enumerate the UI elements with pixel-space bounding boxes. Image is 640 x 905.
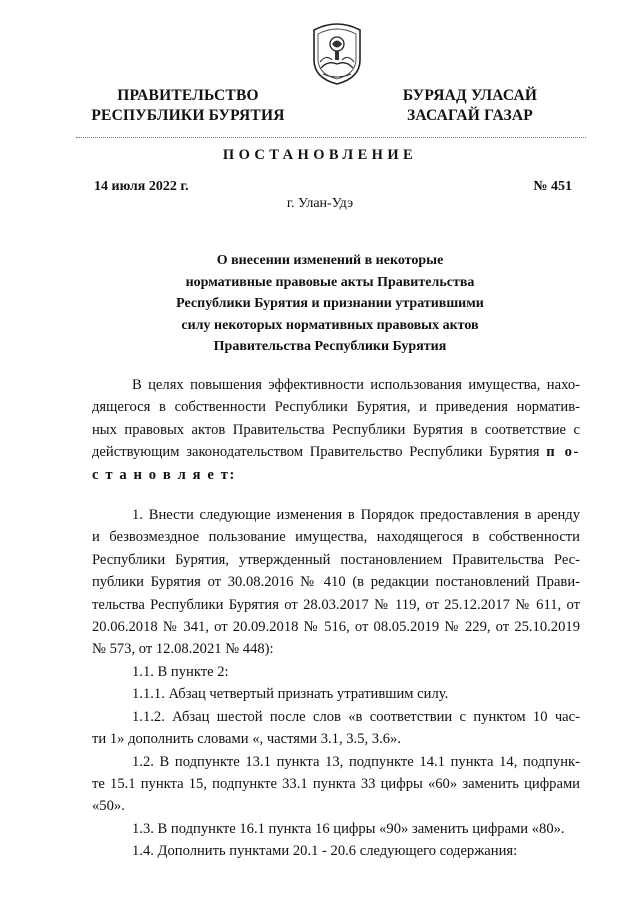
government-name-russian bbox=[88, 86, 288, 126]
title-line: Правительства Республики Бурятия bbox=[213, 339, 447, 354]
text-line: «50». bbox=[92, 798, 125, 815]
resolves-keyword-end: с т а н о в л я е т: bbox=[92, 466, 236, 483]
text-line: и безвозмездное пользование имущества, находящегося в собственности bbox=[92, 529, 580, 546]
title-line: нормативные правовые акты Правительства bbox=[185, 274, 475, 290]
text-line: 1.1.1. Абзац четвертый признать утратившим силу. bbox=[132, 686, 449, 703]
clause-1 bbox=[92, 504, 580, 661]
document-type: ПОСТАНОВЛЕНИЕ bbox=[222, 147, 418, 163]
government-name-buryat bbox=[390, 86, 550, 126]
text-line: Республики Бурятия, утвержденный постановлением Правительства Рес- bbox=[92, 551, 580, 568]
document-date: 14 июля 2022 г. bbox=[94, 179, 189, 194]
preamble-paragraph bbox=[92, 374, 580, 486]
text-line: дящегося в собственности Республики Бурятия, и приведения норматив- bbox=[92, 399, 580, 416]
coat-of-arms-emblem bbox=[308, 20, 366, 86]
document-city: г. Улан-Удэ bbox=[286, 196, 354, 211]
header-right-line-2: ЗАСАГАЙ ГАЗАР bbox=[407, 107, 533, 124]
header-right-line-1: БУРЯАД УЛАСАЙ bbox=[402, 87, 538, 104]
header-left-line-2: РЕСПУБЛИКИ БУРЯТИЯ bbox=[91, 107, 285, 124]
header-left-line-1: ПРАВИТЕЛЬСТВО bbox=[117, 87, 259, 104]
text-line: 1.1.2. Абзац шестой после слов «в соответствии с пунктом 10 час- bbox=[132, 708, 580, 725]
text-line: 1.1. В пункте 2: bbox=[132, 663, 229, 680]
clause-1-1-2 bbox=[92, 706, 580, 751]
clause-1-1 bbox=[92, 661, 580, 683]
title-line: О внесении изменений в некоторые bbox=[216, 253, 444, 268]
text-line bbox=[92, 441, 580, 463]
text-line: В целях повышения эффективности использования имущества, нахо- bbox=[132, 377, 580, 393]
text-line: 1. Внести следующие изменения в Порядок предоставления в аренду bbox=[132, 507, 580, 524]
title-line: силу некоторых нормативных правовых актов bbox=[181, 317, 479, 333]
text-line: № 573, от 12.08.2021 № 448): bbox=[92, 641, 274, 658]
clause-1-3 bbox=[92, 818, 580, 840]
text-line: публики Бурятия от 30.08.2016 № 410 (в редакции постановлений Прави- bbox=[92, 574, 580, 591]
title-line: Республики Бурятия и признании утратившими bbox=[176, 296, 484, 311]
clause-1-1-1 bbox=[92, 683, 580, 705]
text-line: 1.2. В подпункте 13.1 пункта 13, подпункте 14.1 пункта 14, подпунк- bbox=[132, 753, 580, 770]
document-body bbox=[92, 374, 580, 863]
document-number: № 451 bbox=[533, 179, 572, 194]
document-title bbox=[140, 250, 520, 358]
header-divider bbox=[76, 137, 586, 138]
text-line: тельства Республики Бурятия от 28.03.2017 № 119, от 25.12.2017 № 611, от bbox=[92, 596, 580, 613]
text-line: 1.4. Дополнить пунктами 20.1 - 20.6 следующего содержания: bbox=[132, 843, 518, 860]
resolves-keyword: п о- bbox=[546, 444, 580, 461]
clause-1-4 bbox=[92, 840, 580, 862]
preamble-text: действующим законодательством Правительство Республики Бурятия bbox=[92, 444, 547, 461]
text-line: 1.3. В подпункте 16.1 пункта 16 цифры «90» заменить цифрами «80». bbox=[132, 820, 565, 837]
clause-1-2 bbox=[92, 751, 580, 818]
text-line: ных правовых актов Правительства Республики Бурятия в соответствие с bbox=[92, 421, 580, 438]
text-line: те 15.1 пункта 15, подпункте 33.1 пункта 33 цифры «60» заменить цифрами bbox=[92, 775, 580, 792]
text-line: 20.06.2018 № 341, от 20.09.2018 № 516, от 08.05.2019 № 229, от 25.10.2019 bbox=[92, 619, 580, 636]
text-line: ти 1» дополнить словами «, частями 3.1, 3.5, 3.6». bbox=[92, 731, 401, 748]
